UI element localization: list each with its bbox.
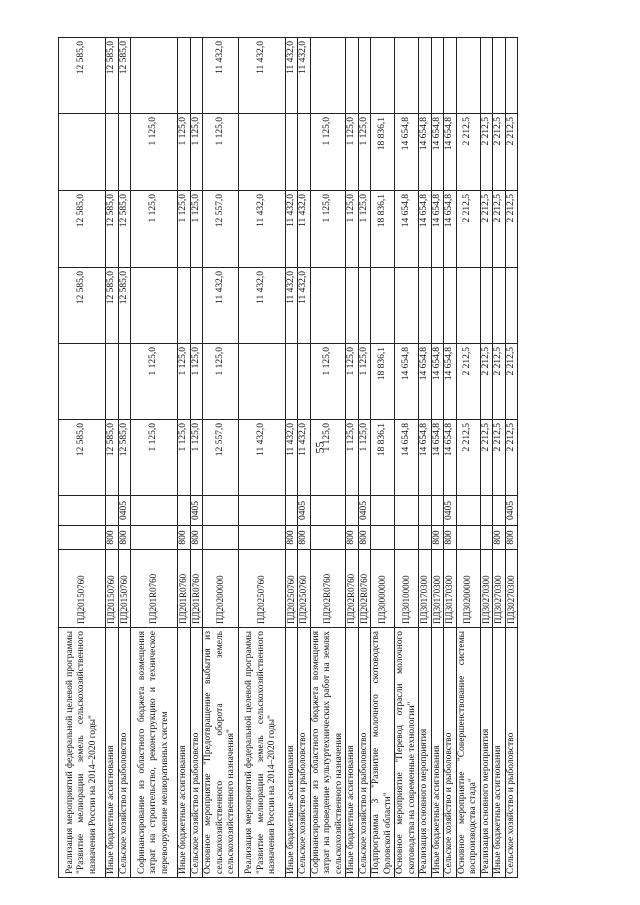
amount-cell: [456, 268, 480, 344]
amount-cell: 12 585,0: [106, 268, 119, 344]
amount-cell: [371, 268, 395, 344]
expense-type-cell: 800: [178, 526, 191, 550]
row-name-cell: Сельское хозяйство и рыболовство: [118, 628, 131, 878]
amount-cell: 11 432,0: [203, 38, 239, 114]
row-name-cell: Иные бюджетные ассигнования: [346, 628, 359, 878]
row-name-cell: Сельское хозяйство и рыболовство: [505, 628, 518, 878]
amount-cell: 11 432,0: [285, 38, 298, 114]
amount-cell: 12 557,0: [203, 191, 239, 268]
amount-cell: [493, 268, 506, 344]
section-code-cell: 0405: [190, 496, 203, 526]
amount-cell: 11 432,0: [298, 191, 311, 268]
table-row: [59, 38, 106, 878]
target-code-cell: ПД20150760: [118, 550, 131, 628]
table-row: [505, 38, 518, 878]
amount-cell: 11 432,0: [298, 420, 311, 496]
target-code-cell: ПД20150760: [59, 550, 106, 628]
target-code-cell: ПД30270300: [505, 550, 518, 628]
amount-cell: 1 125,0: [203, 114, 239, 191]
amount-cell: 2 212,5: [505, 344, 518, 420]
amount-cell: [131, 268, 178, 344]
expense-type-cell: 800: [298, 526, 311, 550]
amount-cell: [298, 114, 311, 191]
expense-type-cell: 800: [358, 526, 371, 550]
amount-cell: 2 212,5: [456, 420, 480, 496]
amount-cell: 14 654,8: [419, 344, 432, 420]
table-row: [106, 38, 119, 878]
amount-cell: 14 654,8: [419, 420, 432, 496]
amount-cell: [285, 344, 298, 420]
section-code-cell: [131, 496, 178, 526]
expense-type-cell: 800: [493, 526, 506, 550]
expense-type-cell: 800: [285, 526, 298, 550]
amount-cell: 2 212,5: [505, 191, 518, 268]
target-code-cell: ПД201R0760: [131, 550, 178, 628]
row-name-cell: Софинансирование из областного бюджета возмещения затрат на строительство, реконструкцию и техническое перевооружение мелиоративных систем: [131, 628, 178, 878]
amount-cell: [419, 38, 432, 114]
row-name-cell: Иные бюджетные ассигнования: [178, 628, 191, 878]
row-name-cell: Иные бюджетные ассигнования: [106, 628, 119, 878]
amount-cell: 14 654,8: [431, 114, 444, 191]
amount-cell: [395, 268, 419, 344]
amount-cell: [118, 114, 131, 191]
amount-cell: 12 585,0: [59, 268, 106, 344]
target-code-cell: ПД20250760: [298, 550, 311, 628]
expense-type-cell: [310, 526, 346, 550]
target-code-cell: ПД201R0760: [190, 550, 203, 628]
expense-type-cell: [419, 526, 432, 550]
row-name-cell: Реализация основного мероприятия: [419, 628, 432, 878]
row-name-cell: Основное мероприятие "Совершенствование системы воспроизводства стада": [456, 628, 480, 878]
table-row: [493, 38, 506, 878]
amount-cell: 12 585,0: [118, 191, 131, 268]
amount-cell: 1 125,0: [131, 114, 178, 191]
amount-cell: 2 212,5: [505, 114, 518, 191]
amount-cell: 2 212,5: [493, 420, 506, 496]
amount-cell: [431, 268, 444, 344]
amount-cell: [106, 114, 119, 191]
table-row: [190, 38, 203, 878]
amount-cell: [190, 38, 203, 114]
amount-cell: 14 654,8: [444, 114, 457, 191]
expense-type-cell: 800: [118, 526, 131, 550]
section-code-cell: [346, 496, 359, 526]
row-name-cell: Подпрограмма 3 "Развитие молочного скотоводства Орловской области": [371, 628, 395, 878]
amount-cell: 1 125,0: [178, 344, 191, 420]
section-code-cell: [178, 496, 191, 526]
amount-cell: 2 212,5: [493, 344, 506, 420]
amount-cell: [358, 268, 371, 344]
amount-cell: 14 654,8: [395, 420, 419, 496]
amount-cell: [505, 38, 518, 114]
target-code-cell: ПД20150760: [106, 550, 119, 628]
table-row: [238, 38, 285, 878]
target-code-cell: ПД30000000: [371, 550, 395, 628]
amount-cell: 1 125,0: [358, 191, 371, 268]
amount-cell: 14 654,8: [395, 191, 419, 268]
section-code-cell: 0405: [505, 496, 518, 526]
expense-type-cell: 800: [190, 526, 203, 550]
amount-cell: 12 585,0: [118, 420, 131, 496]
table-row: [431, 38, 444, 878]
section-code-cell: [238, 496, 285, 526]
amount-cell: 12 585,0: [118, 38, 131, 114]
amount-cell: 14 654,8: [431, 420, 444, 496]
amount-cell: [178, 268, 191, 344]
table-row: [285, 38, 298, 878]
amount-cell: 12 585,0: [106, 38, 119, 114]
amount-cell: 14 654,8: [395, 114, 419, 191]
amount-cell: [298, 344, 311, 420]
expense-type-cell: [371, 526, 395, 550]
expense-type-cell: 800: [505, 526, 518, 550]
amount-cell: 1 125,0: [358, 420, 371, 496]
amount-cell: 18 836,1: [371, 114, 395, 191]
table-row: [371, 38, 395, 878]
amount-cell: 1 125,0: [310, 114, 346, 191]
target-code-cell: ПД202R0760: [346, 550, 359, 628]
expense-type-cell: 800: [444, 526, 457, 550]
section-code-cell: [59, 496, 106, 526]
target-code-cell: ПД30100000: [395, 550, 419, 628]
table-row: [131, 38, 178, 878]
row-name-cell: Реализация мероприятий федеральной целевой программы "Развитие мелиорации земель сельскохозяйственного назначения России на 2014–2020 годы": [59, 628, 106, 878]
expense-type-cell: [456, 526, 480, 550]
amount-cell: 2 212,5: [456, 344, 480, 420]
budget-table: [58, 37, 518, 878]
amount-cell: 1 125,0: [310, 344, 346, 420]
amount-cell: 11 432,0: [285, 191, 298, 268]
amount-cell: 2 212,5: [456, 191, 480, 268]
amount-cell: 2 212,5: [493, 114, 506, 191]
amount-cell: 11 432,0: [298, 38, 311, 114]
expense-type-cell: [131, 526, 178, 550]
amount-cell: 1 125,0: [346, 420, 359, 496]
expense-type-cell: [480, 526, 493, 550]
table-row: [203, 38, 239, 878]
amount-cell: 18 836,1: [371, 344, 395, 420]
section-code-cell: [493, 496, 506, 526]
section-code-cell: [285, 496, 298, 526]
amount-cell: [444, 38, 457, 114]
target-code-cell: ПД20250760: [285, 550, 298, 628]
amount-cell: 1 125,0: [190, 114, 203, 191]
amount-cell: [505, 268, 518, 344]
amount-cell: 14 654,8: [419, 191, 432, 268]
amount-cell: 1 125,0: [131, 344, 178, 420]
table-body: [59, 38, 518, 878]
table-row: [118, 38, 131, 878]
amount-cell: 11 432,0: [238, 268, 285, 344]
row-name-cell: Сельское хозяйство и рыболовство: [358, 628, 371, 878]
target-code-cell: ПД30200000: [456, 550, 480, 628]
section-code-cell: [371, 496, 395, 526]
amount-cell: 1 125,0: [131, 420, 178, 496]
amount-cell: 2 212,5: [456, 114, 480, 191]
amount-cell: [346, 38, 359, 114]
expense-type-cell: [203, 526, 239, 550]
section-code-cell: [456, 496, 480, 526]
amount-cell: [285, 114, 298, 191]
amount-cell: 2 212,5: [480, 420, 493, 496]
amount-cell: 1 125,0: [178, 420, 191, 496]
amount-cell: 14 654,8: [395, 344, 419, 420]
table-row: [298, 38, 311, 878]
amount-cell: 1 125,0: [346, 191, 359, 268]
amount-cell: [493, 38, 506, 114]
section-code-cell: [431, 496, 444, 526]
target-code-cell: ПД201R0760: [178, 550, 191, 628]
target-code-cell: ПД30270300: [493, 550, 506, 628]
amount-cell: 1 125,0: [203, 344, 239, 420]
row-name-cell: Основное мероприятие "Перевод отрасли молочного скотоводства на современные технологии": [395, 628, 419, 878]
table-row: [456, 38, 480, 878]
amount-cell: [238, 344, 285, 420]
target-code-cell: ПД30170300: [419, 550, 432, 628]
section-code-cell: 0405: [298, 496, 311, 526]
amount-cell: [480, 38, 493, 114]
amount-cell: 12 585,0: [59, 420, 106, 496]
amount-cell: 1 125,0: [178, 114, 191, 191]
section-code-cell: [106, 496, 119, 526]
row-name-cell: Сельское хозяйство и рыболовство: [190, 628, 203, 878]
table-row: [419, 38, 432, 878]
amount-cell: [190, 268, 203, 344]
amount-cell: 1 125,0: [358, 344, 371, 420]
amount-cell: 1 125,0: [346, 344, 359, 420]
table-row: [444, 38, 457, 878]
row-name-cell: Иные бюджетные ассигнования: [431, 628, 444, 878]
amount-cell: 12 585,0: [118, 268, 131, 344]
amount-cell: 12 585,0: [106, 420, 119, 496]
row-name-cell: Иные бюджетные ассигнования: [493, 628, 506, 878]
amount-cell: 11 432,0: [238, 420, 285, 496]
amount-cell: 11 432,0: [238, 191, 285, 268]
amount-cell: [346, 268, 359, 344]
table-row: [358, 38, 371, 878]
target-code-cell: ПД30270300: [480, 550, 493, 628]
table-row: [178, 38, 191, 878]
target-code-cell: ПД20200000: [203, 550, 239, 628]
amount-cell: 14 654,8: [444, 344, 457, 420]
amount-cell: 1 125,0: [190, 344, 203, 420]
amount-cell: 12 585,0: [59, 191, 106, 268]
row-name-cell: Сельское хозяйство и рыболовство: [444, 628, 457, 878]
amount-cell: [131, 38, 178, 114]
row-name-cell: Основное мероприятие "Предотвращение выбытия из сельскохозяйственного оборота земель сельскохозяйственного назначения": [203, 628, 239, 878]
section-code-cell: 0405: [444, 496, 457, 526]
table-row: [346, 38, 359, 878]
table-row: [310, 38, 346, 878]
amount-cell: 1 125,0: [346, 114, 359, 191]
amount-cell: [59, 114, 106, 191]
section-code-cell: [480, 496, 493, 526]
amount-cell: 2 212,5: [480, 191, 493, 268]
amount-cell: 11 432,0: [238, 38, 285, 114]
amount-cell: 1 125,0: [358, 114, 371, 191]
amount-cell: [419, 268, 432, 344]
amount-cell: [59, 344, 106, 420]
amount-cell: [456, 38, 480, 114]
amount-cell: [310, 268, 346, 344]
table-row: [480, 38, 493, 878]
amount-cell: [106, 344, 119, 420]
amount-cell: 11 432,0: [298, 268, 311, 344]
expense-type-cell: 800: [106, 526, 119, 550]
target-code-cell: ПД20250760: [238, 550, 285, 628]
amount-cell: 12 585,0: [59, 38, 106, 114]
amount-cell: 14 654,8: [431, 191, 444, 268]
amount-cell: 2 212,5: [480, 114, 493, 191]
rotated-table-wrapper: [58, 38, 583, 878]
amount-cell: 14 654,8: [431, 344, 444, 420]
expense-type-cell: 800: [431, 526, 444, 550]
amount-cell: [371, 38, 395, 114]
target-code-cell: ПД202R0760: [310, 550, 346, 628]
amount-cell: 14 654,8: [444, 420, 457, 496]
row-name-cell: Реализация мероприятий федеральной целевой программы "Развитие мелиорации земель сельскохозяйственного назначения России на 2014–2020 годы": [238, 628, 285, 878]
amount-cell: [480, 268, 493, 344]
section-code-cell: [395, 496, 419, 526]
amount-cell: [358, 38, 371, 114]
amount-cell: [238, 114, 285, 191]
amount-cell: 1 125,0: [178, 191, 191, 268]
page-number: 55: [312, 441, 327, 454]
amount-cell: 18 836,1: [371, 191, 395, 268]
amount-cell: 12 557,0: [203, 420, 239, 496]
amount-cell: 11 432,0: [285, 420, 298, 496]
amount-cell: 18 836,1: [371, 420, 395, 496]
amount-cell: 1 125,0: [190, 420, 203, 496]
row-name-cell: Софинансирование из областного бюджета возмещения затрат на проведение культуртехнических работ на землях сельскохозяйственного назначения: [310, 628, 346, 878]
expense-type-cell: [59, 526, 106, 550]
amount-cell: 14 654,8: [444, 191, 457, 268]
amount-cell: [178, 38, 191, 114]
amount-cell: 1 125,0: [310, 420, 346, 496]
amount-cell: 14 654,8: [419, 114, 432, 191]
section-code-cell: [203, 496, 239, 526]
expense-type-cell: [238, 526, 285, 550]
amount-cell: [118, 344, 131, 420]
target-code-cell: ПД30170300: [431, 550, 444, 628]
amount-cell: 11 432,0: [285, 268, 298, 344]
amount-cell: [310, 38, 346, 114]
amount-cell: 1 125,0: [190, 191, 203, 268]
row-name-cell: Реализация основного мероприятия: [480, 628, 493, 878]
expense-type-cell: 800: [346, 526, 359, 550]
section-code-cell: [310, 496, 346, 526]
row-name-cell: Иные бюджетные ассигнования: [285, 628, 298, 878]
amount-cell: 12 585,0: [106, 191, 119, 268]
target-code-cell: ПД30170300: [444, 550, 457, 628]
amount-cell: [395, 38, 419, 114]
amount-cell: [444, 268, 457, 344]
section-code-cell: 0405: [358, 496, 371, 526]
amount-cell: 2 212,5: [493, 191, 506, 268]
amount-cell: 2 212,5: [505, 420, 518, 496]
expense-type-cell: [395, 526, 419, 550]
section-code-cell: [419, 496, 432, 526]
amount-cell: 11 432,0: [203, 268, 239, 344]
target-code-cell: ПД202R0760: [358, 550, 371, 628]
row-name-cell: Сельское хозяйство и рыболовство: [298, 628, 311, 878]
amount-cell: [431, 38, 444, 114]
amount-cell: 2 212,5: [480, 344, 493, 420]
table-row: [395, 38, 419, 878]
section-code-cell: 0405: [118, 496, 131, 526]
amount-cell: 1 125,0: [310, 191, 346, 268]
amount-cell: 1 125,0: [131, 191, 178, 268]
